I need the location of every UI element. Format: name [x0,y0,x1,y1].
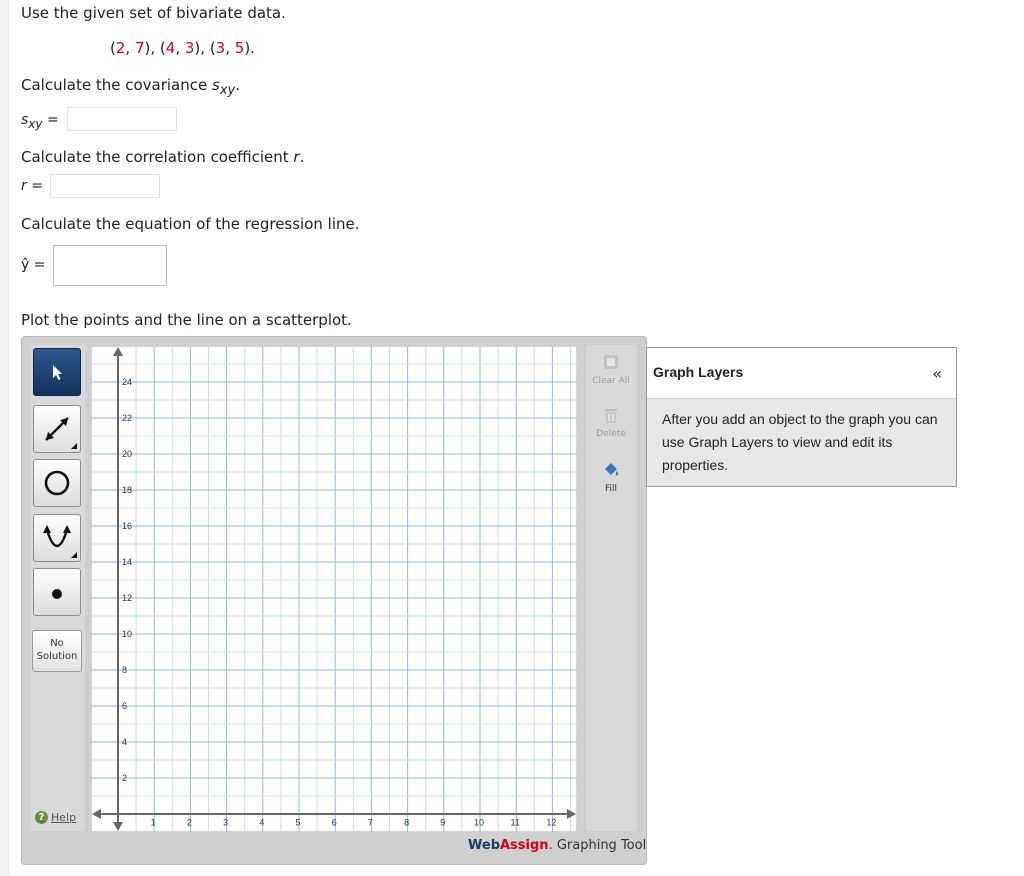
y-tick-label: 12 [122,593,133,603]
y-tick-label: 20 [122,449,133,459]
x-tick-label: 5 [295,817,301,828]
clear-all-button[interactable] [589,352,633,386]
line-icon [37,409,77,449]
x-tick-label: 2 [186,817,192,828]
bivariate-points: (2, 7), (4, 3), (3, 5). [110,39,255,57]
help-label: Help [51,811,77,824]
y-tick-label: 8 [122,665,128,675]
graph-plot-area[interactable] [91,346,577,832]
parabola-tool-button[interactable] [33,514,81,562]
sxy-label: $s_{xy}$ = [21,112,59,131]
y-tick-label: 18 [122,485,133,495]
y-tick-label: 4 [122,737,128,747]
left-margin-bar [0,0,9,876]
y-tick-label: 10 [122,629,133,639]
parabola-icon [37,518,77,558]
no-solution-line1: No [50,638,64,649]
r-input[interactable] [50,174,160,198]
delete-button[interactable] [589,405,633,439]
sxy-input[interactable] [67,107,177,131]
graph-layers-description: After you add an object to the graph you can use Graph Layers to view and edit its properties. [662,411,938,473]
pointer-tool-button[interactable] [33,348,81,396]
no-solution-button[interactable] [32,630,82,672]
circle-tool-button[interactable] [33,459,81,507]
fill-button[interactable] [589,460,633,494]
x-tick-label: 10 [473,817,485,828]
y-tick-label: 6 [122,701,128,711]
graph-layers-title: Graph Layers [653,364,744,380]
x-tick-label: 12 [546,817,557,828]
x-tick-label: 9 [440,817,446,828]
point-tool-button[interactable] [33,568,81,616]
y-tick-label: 22 [122,413,133,423]
help-icon: ? [35,811,48,824]
y-tick-label: 2 [122,773,128,783]
x-tick-label: 7 [367,817,373,828]
point-icon [37,572,77,612]
x-tick-label: 11 [510,817,520,828]
clear-all-label: Clear All [592,376,630,386]
x-tick-label: 8 [404,817,410,828]
fill-label: Fill [604,484,618,494]
graph-layers-panel [646,347,957,487]
x-tick-label: 1 [150,817,156,828]
correlation-prompt: Calculate the correlation coefficient r. [21,148,305,166]
line-tool-button[interactable] [33,405,81,453]
plot-prompt: Plot the points and the line on a scatterplot. [21,311,352,329]
y-tick-label: 24 [122,377,133,387]
delete-label: Delete [596,429,626,439]
x-tick-label: 6 [331,817,337,828]
pointer-arrow-icon [46,361,68,383]
clear-all-icon [601,352,621,372]
collapse-icon[interactable]: « [932,364,942,383]
x-tick-label: 3 [223,817,229,828]
r-label: r = [21,178,43,194]
plot-background [91,346,577,832]
graph-layers-header [647,348,956,399]
help-link[interactable] [35,811,76,824]
question-intro: Use the given set of bivariate data. [21,4,286,22]
regression-prompt: Calculate the equation of the regression line. [21,215,360,233]
regression-equation-input[interactable] [53,245,167,286]
yhat-label: ŷ = [21,257,46,273]
covariance-prompt: Calculate the covariance $s_{xy}$. [21,76,240,98]
y-tick-label: 16 [122,521,133,531]
trash-icon [601,405,621,425]
no-solution-line2: Solution [36,651,78,662]
webassign-brand: WebAssign. Graphing Tool [468,838,647,853]
circle-icon [37,463,77,503]
y-tick-label: 14 [122,557,133,567]
x-tick-label: 4 [259,817,265,828]
paint-bucket-icon [601,460,621,480]
